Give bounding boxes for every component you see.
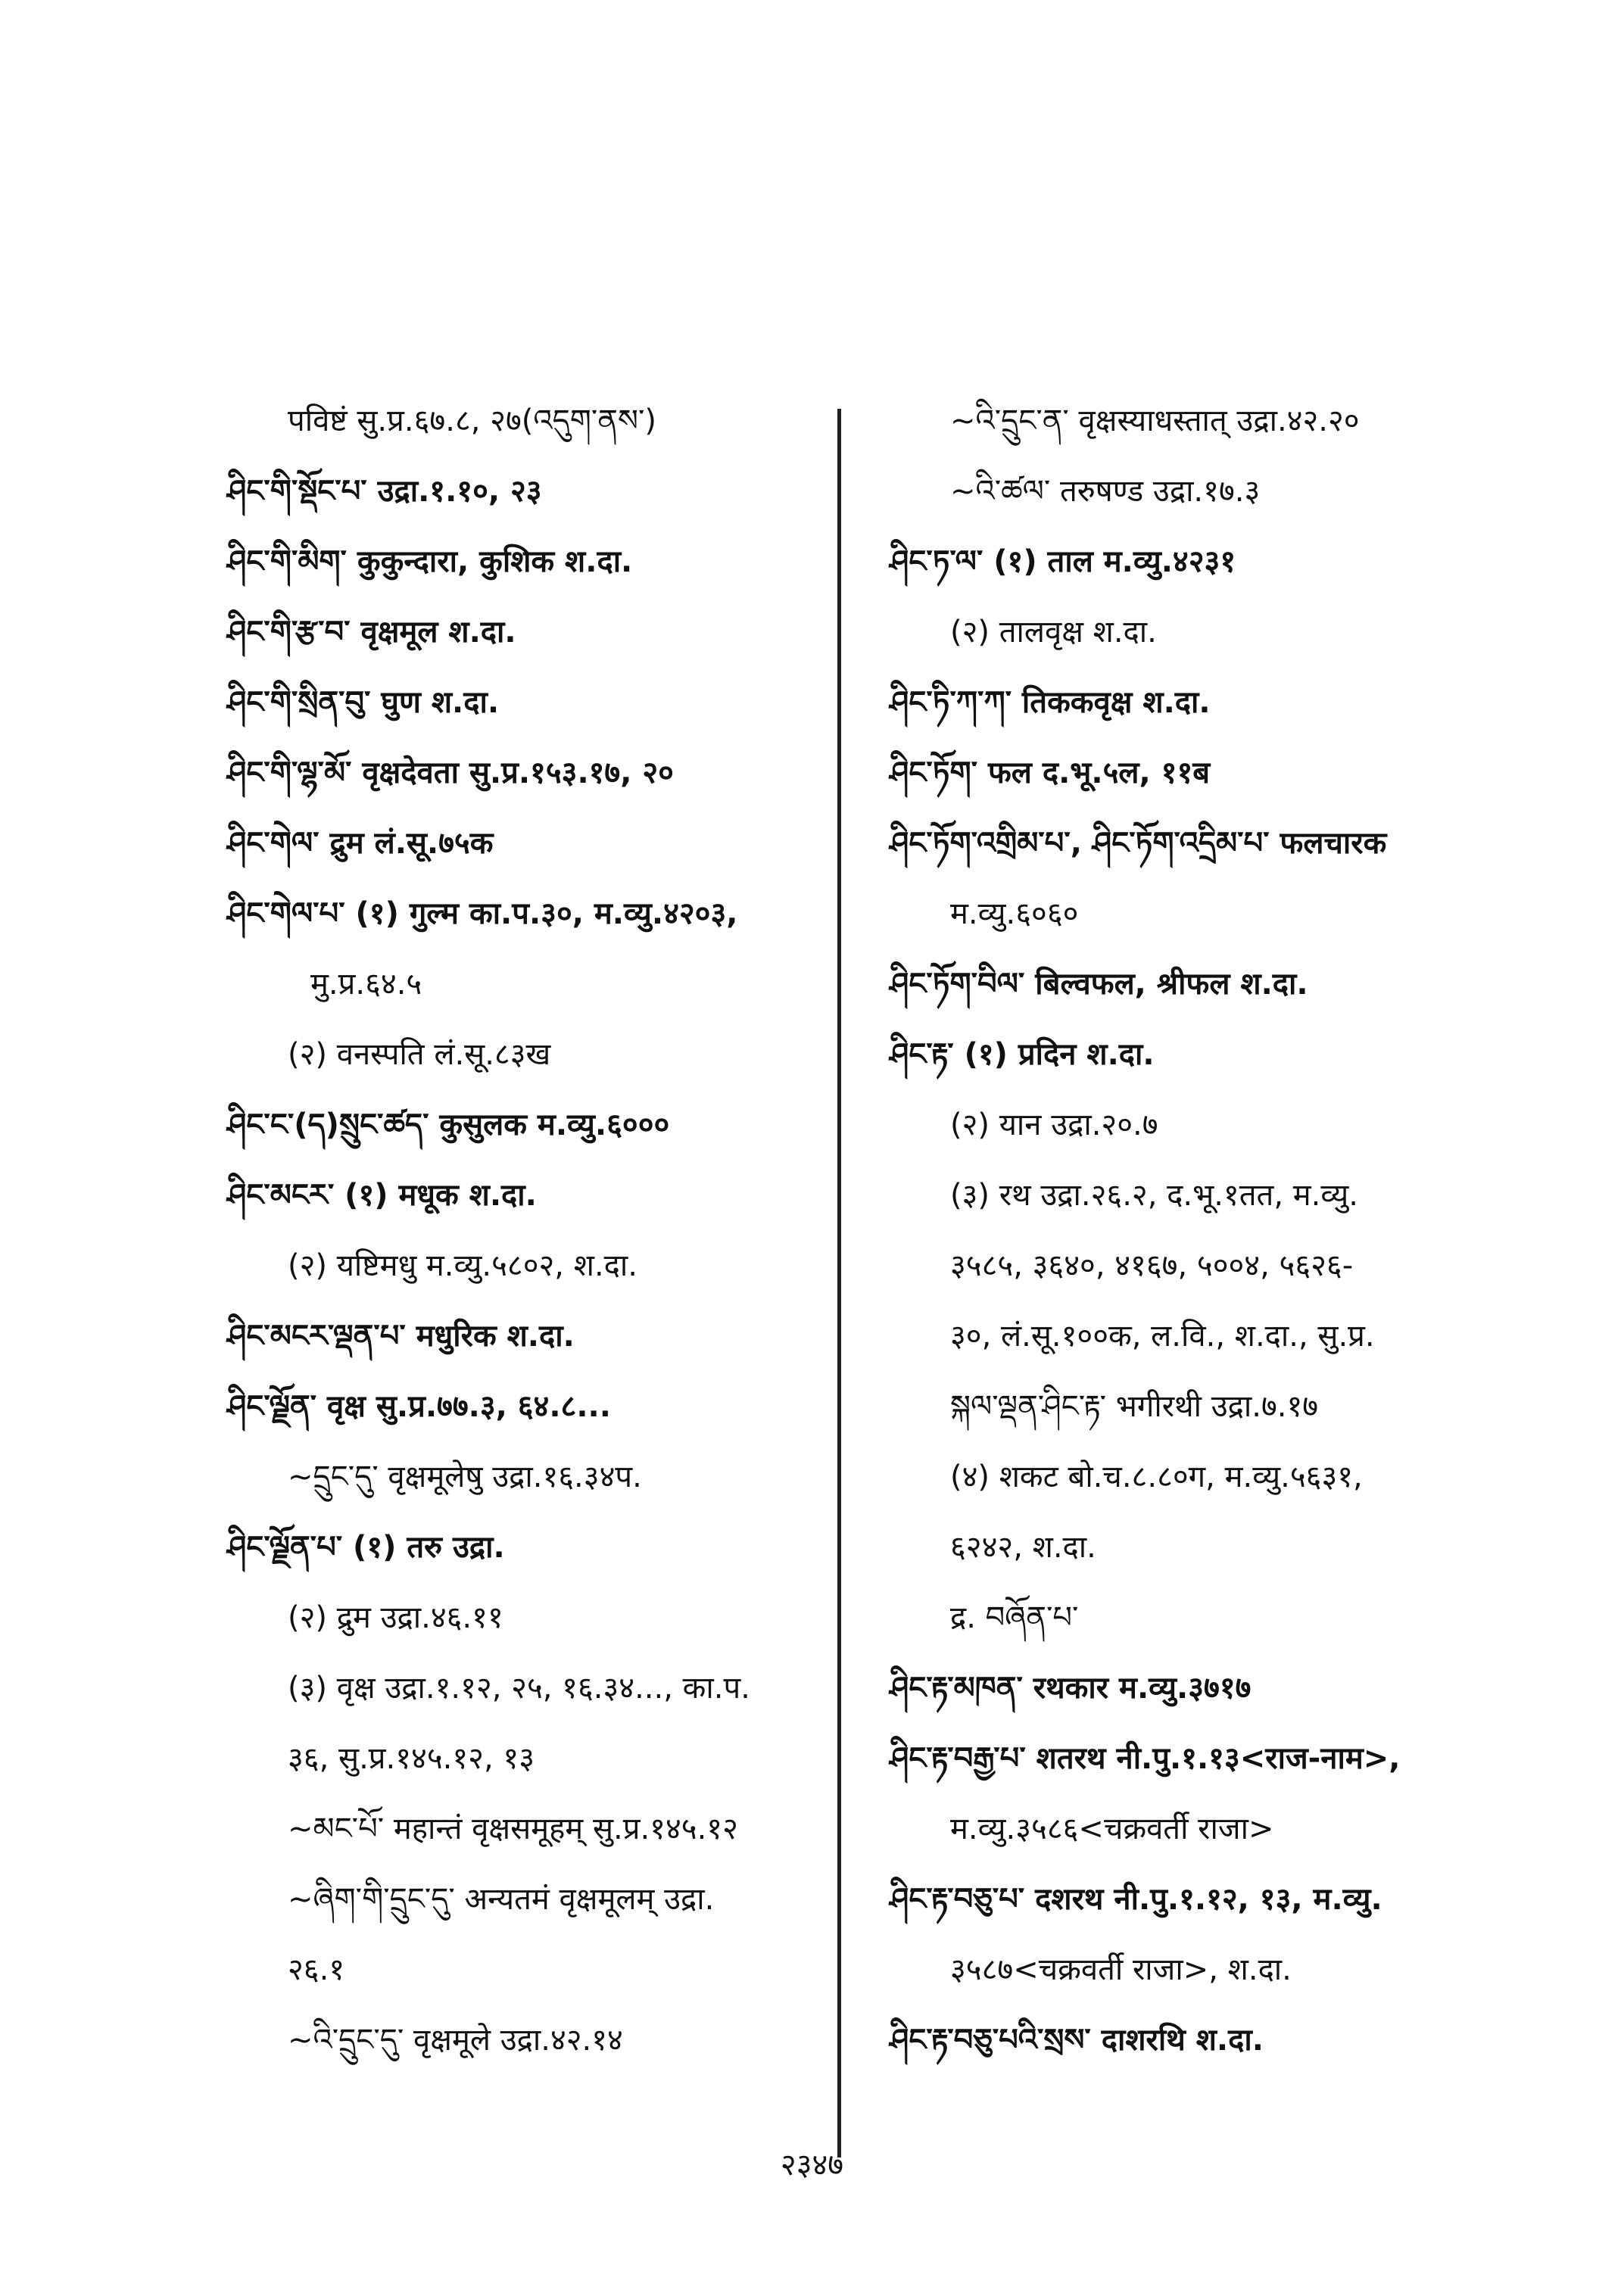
right-column-line: ཤིང་ཏོག་བིལ་ बिल्वफल, श्रीफल श.दा.: [890, 967, 1308, 1002]
left-column-line: (२) यष्टिमधु म.व्यु.५८०२, श.दा.: [288, 1248, 637, 1283]
right-column-line: ཤིང་རྟ་ (१) प्रदिन श.दा.: [890, 1037, 1155, 1072]
right-column-line: (३) रथ उद्रा.२६.२, द.भू.१तत, म.व्यु.: [950, 1178, 1358, 1213]
left-column-line: पविष्टं सु.प्र.६७.८, २७(འདུག་ནས་): [288, 403, 656, 438]
left-column-line: ཤིང་མངར་ (१) मधूक श.दा.: [227, 1178, 537, 1213]
right-column-line: ३५८५, ३६४०, ४१६७, ५००४, ५६२६-: [950, 1248, 1354, 1283]
right-column-line: (२) तालवृक्ष श.दा.: [950, 615, 1157, 650]
right-column-line: ३५८७<चक्रवर्ती राजा>, श.दा.: [950, 1952, 1292, 1987]
left-column-line: ཤིང་ལྗོན་པ་ (१) तरु उद्रा.: [227, 1530, 505, 1565]
left-column-line: मु.प्र.६४.५: [310, 967, 422, 1002]
left-column-line: ཤིང་གེལ་ द्रुम लं.सू.७५क: [227, 826, 494, 861]
right-column-line: ཤིང་ཏ་ལ་ (१) ताल म.व्यु.४२३१: [890, 544, 1236, 579]
left-column-line: ཤིང་གི་སྲིན་བུ་ घुण श.दा.: [227, 685, 500, 720]
right-column-line: म.व्यु.६०६०: [950, 896, 1079, 931]
right-column-line: ཤིང་ཏོག་འགྲིམ་པ་, ཤིང་ཏོག་འདྲིམ་པ་ फलचारक: [890, 826, 1387, 861]
left-column-line: ཤིང་གི་རྩ་བ་ वृक्षमूल श.दा.: [227, 615, 516, 650]
left-column-line: ~འི་དྲུང་དུ་ वृक्षमूले उद्रा.४२.१४: [288, 2023, 623, 2058]
right-column-line: ~འི་དྲུང་ན་ वृक्षस्याधस्तात् उद्रा.४२.२०: [950, 403, 1360, 438]
right-column-line: སྐལ་ལྡན་ཤིང་རྟ་ भगीरथी उद्रा.७.१७: [950, 1389, 1319, 1424]
right-column-line: ~འི་ཚལ་ तरुषण्ड उद्रा.१७.३: [950, 474, 1261, 509]
left-column-line: ཤིང་ལྗོན་ वृक्ष सु.प्र.७७.३, ६४.८...: [227, 1389, 611, 1424]
right-column-line: ३०, लं.सू.१००क, ल.वि., श.दा., सु.प्र.: [950, 1319, 1375, 1354]
left-column-line: ཤིང་གི་སྡོང་པ་ उद्रा.१.१०, २३: [227, 474, 542, 509]
left-column-line: ~དྲུང་དུ་ वृक्षमूलेषु उद्रा.१६.३४प.: [288, 1460, 642, 1494]
right-column-line: ཤིང་ཏི་ཀ་ཀ་ तिककवृक्ष श.दा.: [890, 685, 1211, 720]
right-column-line: ཤིང་རྟ་མཁན་ रथकार म.व्यु.३७१७: [890, 1671, 1252, 1706]
right-column-line: ཤིང་རྟ་བཅུ་པ་ दशरथ नी.पु.१.१२, १३, म.व्यु.: [890, 1882, 1382, 1917]
column-divider: [837, 409, 841, 2157]
left-column-line: २६.१: [288, 1952, 345, 1987]
right-column-line: ཤིང་རྟ་བཅུ་པའི་སྲས་ दाशरथि श.दा.: [890, 2023, 1264, 2058]
right-column-line: (२) यान उद्रा.२०.७: [950, 1108, 1158, 1142]
right-column-line: (४) शकट बो.च.८.८०ग, म.व्यु.५६३१,: [950, 1460, 1363, 1494]
right-column-line: ཤིང་ཏོག་ फल द.भू.५ल, ११ब: [890, 756, 1211, 790]
page-number: २३४७: [780, 2148, 844, 2182]
left-column-line: ཤིང་མངར་ལྡན་པ་ मधुरिक श.दा.: [227, 1319, 575, 1354]
right-column-line: ཤིང་རྟ་བརྒྱ་པ་ शतरथ नी.पु.१.१३<राज-नाम>,: [890, 1741, 1401, 1776]
left-column-line: ~ཞིག་གི་དྲུང་དུ་ अन्यतमं वृक्षमूलम् उद्रा.: [288, 1882, 715, 1917]
left-column-line: (२) द्रुम उद्रा.४६.११: [288, 1600, 503, 1635]
left-column-line: ३६, सु.प्र.१४५.१२, १३: [288, 1741, 535, 1776]
right-column: [890, 386, 1495, 2076]
left-column-line: ཤིང་ང་(ད)སྲུང་ཚད་ कुसुलक म.व्यु.६०००: [227, 1108, 670, 1142]
left-column-line: ཤིང་གི་མིག་ कुकुन्दारा, कुशिक श.दा.: [227, 544, 633, 579]
left-column-line: ~མང་པོ་ महान्तं वृक्षसमूहम् सु.प्र.१४५.१२: [288, 1812, 738, 1846]
left-column-line: (३) वृक्ष उद्रा.१.१२, २५, १६.३४..., का.प.: [288, 1671, 750, 1706]
left-column-line: ཤིང་གེལ་པ་ (१) गुल्म का.प.३०, म.व्यु.४२०३,: [227, 896, 738, 931]
right-column-line: म.व्यु.३५८६<चक्रवर्ती राजा>: [950, 1812, 1274, 1846]
left-column-line: ཤིང་གི་ལྷ་མོ་ वृक्षदेवता सु.प्र.१५३.१७, २०: [227, 756, 674, 790]
right-column-line: द्र. བཞོན་པ་: [950, 1600, 1079, 1635]
left-column-line: (२) वनस्पति लं.सू.८३ख: [288, 1037, 551, 1072]
right-column-line: ६२४२, श.दा.: [950, 1530, 1096, 1565]
left-column: [227, 386, 833, 2076]
